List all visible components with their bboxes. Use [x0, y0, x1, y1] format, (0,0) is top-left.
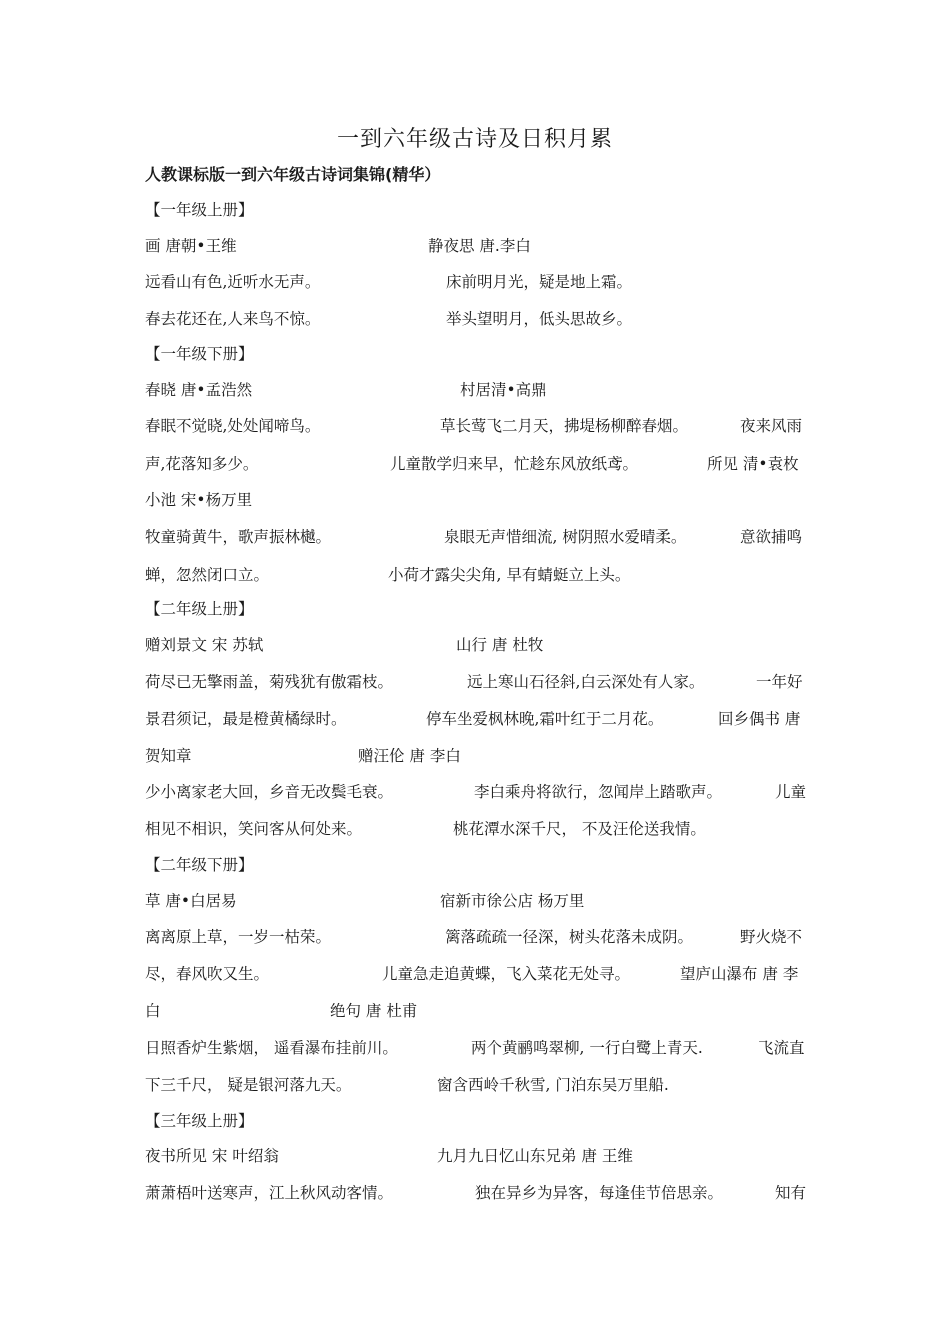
poem-line: 篱落疏疏一径深，树头花落未成阴。: [445, 928, 694, 946]
section-grade2-vol2: 【二年级下册】: [145, 856, 254, 874]
poem-line: 飞流直: [758, 1039, 805, 1057]
poem-line: 蝉，忽然闭口立。: [145, 566, 270, 584]
poem-line: 野火烧不: [740, 928, 803, 946]
poem-line: 萧萧梧叶送寒声，江上秋风动客情。: [145, 1184, 394, 1202]
poem-title: 静夜思 唐.李白: [428, 237, 531, 255]
poem-line: 日照香炉生紫烟， 遥看瀑布挂前川。: [145, 1039, 398, 1057]
poem-line: 儿童急走追黄蝶，飞入菜花无处寻。: [382, 965, 631, 983]
poem-title: 白: [145, 1002, 161, 1020]
poem-title: 赠汪伦 唐 李白: [358, 747, 461, 765]
poem-line: 泉眼无声惜细流, 树阴照水爱晴柔。: [444, 528, 687, 546]
page-title: 一到六年级古诗及日积月累: [336, 127, 613, 152]
poem-line: 意欲捕鸣: [740, 528, 803, 546]
poem-line: 春去花还在,人来鸟不惊。: [145, 310, 321, 328]
poem-line: 草长莺飞二月天，拂堤杨柳醉春烟。: [440, 417, 689, 435]
poem-title: 回乡偶书 唐: [718, 710, 801, 728]
poem-line: 远看山有色,近听水无声。: [145, 273, 321, 291]
poem-title: 春晓 唐•孟浩然: [145, 381, 253, 399]
poem-line: 桃花潭水深千尺， 不及汪伦送我情。: [453, 820, 706, 838]
poem-line: 窗含西岭千秋雪, 门泊东吴万里船.: [437, 1076, 669, 1094]
poem-title: 绝句 唐 杜甫: [330, 1002, 418, 1020]
poem-line: 停车坐爱枫林晚,霜叶红于二月花。: [426, 710, 664, 728]
poem-line: 少小离家老大回，乡音无改鬓毛衰。: [145, 783, 394, 801]
poem-title: 赠刘景文 宋 苏轼: [145, 636, 264, 654]
poem-line: 离离原上草，一岁一枯荣。: [145, 928, 332, 946]
poem-line: 远上寒山石径斜,白云深处有人家。: [467, 673, 705, 691]
poem-line: 荷尽已无擎雨盖，菊残犹有傲霜枝。: [145, 673, 394, 691]
poem-title: 草 唐•白居易: [145, 892, 237, 910]
poem-title: 画 唐朝•王维: [145, 237, 237, 255]
poem-title: 山行 唐 杜牧: [456, 636, 544, 654]
poem-line: 独在异乡为异客，每逢佳节倍思亲。: [475, 1184, 724, 1202]
poem-line: 一年好: [756, 673, 803, 691]
poem-line: 举头望明月，低头思故乡。: [446, 310, 633, 328]
poem-title: 宿新市徐公店 杨万里: [440, 892, 585, 910]
poem-line: 牧童骑黄牛，歌声振林樾。: [145, 528, 332, 546]
poem-line: 儿童: [775, 783, 807, 801]
poem-title: 九月九日忆山东兄弟 唐 王维: [437, 1147, 633, 1165]
poem-line: 声,花落知多少。: [145, 455, 259, 473]
poem-line: 知有: [775, 1184, 807, 1202]
poem-title: 望庐山瀑布 唐 李: [680, 965, 799, 983]
poem-line: 小荷才露尖尖角, 早有蜻蜓立上头。: [388, 566, 631, 584]
section-grade1-vol2: 【一年级下册】: [145, 345, 254, 363]
section-grade1-vol1: 【一年级上册】: [145, 201, 254, 219]
poem-title: 贺知章: [145, 747, 192, 765]
section-grade3-vol1: 【三年级上册】: [145, 1112, 254, 1130]
poem-line: 床前明月光，疑是地上霜。: [446, 273, 633, 291]
section-grade2-vol1: 【二年级上册】: [145, 600, 254, 618]
poem-title: 夜书所见 宋 叶绍翁: [145, 1147, 279, 1165]
document-subtitle: 人教课标版一到六年级古诗词集锦(精华）: [145, 165, 441, 184]
poem-line: 尽，春风吹又生。: [145, 965, 270, 983]
poem-line: 李白乘舟将欲行，忽闻岸上踏歌声。: [474, 783, 723, 801]
poem-line: 景君须记，最是橙黄橘绿时。: [145, 710, 347, 728]
poem-line: 相见不相识，笑问客从何处来。: [145, 820, 363, 838]
poem-line: 儿童散学归来早，忙趁东风放纸鸢。: [390, 455, 639, 473]
poem-title: 村居清•高鼎: [460, 381, 547, 399]
poem-title: 所见 清•袁枚: [707, 455, 799, 473]
poem-line: 春眠不觉晓,处处闻啼鸟。: [145, 417, 321, 435]
poem-line: 两个黄鹂鸣翠柳, 一行白鹭上青天.: [471, 1039, 703, 1057]
poem-line: 下三千尺， 疑是银河落九天。: [145, 1076, 352, 1094]
poem-title: 小池 宋•杨万里: [145, 491, 253, 509]
poem-line: 夜来风雨: [740, 417, 803, 435]
